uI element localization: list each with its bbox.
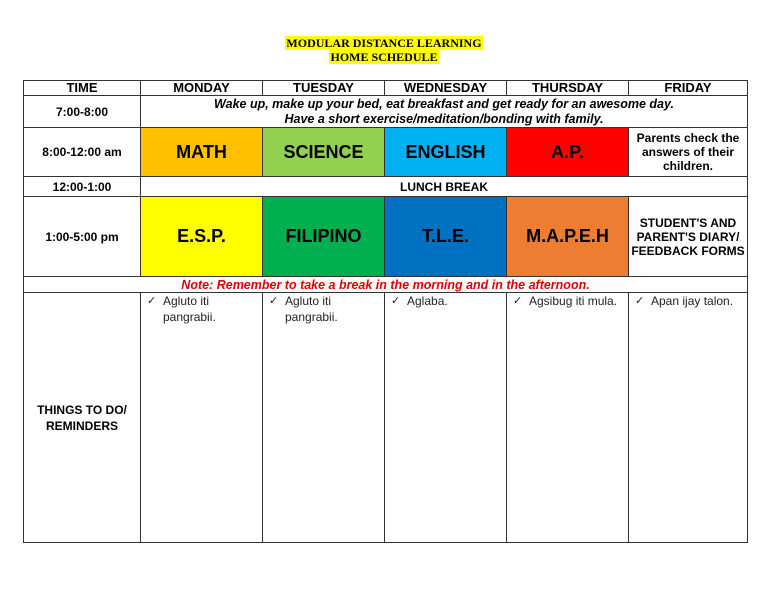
time-cell: 12:00-1:00 xyxy=(24,177,141,197)
things-to-do-label: THINGS TO DO/ REMINDERS xyxy=(24,293,141,543)
note-row xyxy=(24,277,748,293)
header-time: TIME xyxy=(24,81,141,96)
wake-instructions xyxy=(141,96,748,128)
header-tuesday: TUESDAY xyxy=(263,81,385,96)
break-reminder-note: Note: Remember to take a break in the morning and in the afternoon. xyxy=(24,277,748,293)
todo-item: Aglaba. xyxy=(407,294,448,308)
subject-mapeh: M.A.P.E.H xyxy=(507,197,629,277)
header-thursday: THURSDAY xyxy=(507,81,629,96)
subject-tle: T.L.E. xyxy=(385,197,507,277)
header-monday: MONDAY xyxy=(141,81,263,96)
afternoon-row xyxy=(24,197,748,277)
header-row xyxy=(24,81,748,96)
wake-line-2: Have a short exercise/meditation/bonding with family. xyxy=(284,111,604,126)
title-line-2: HOME SCHEDULE xyxy=(330,50,438,64)
friday-diary-feedback: STUDENT'S AND PARENT'S DIARY/ FEEDBACK FORMS xyxy=(629,197,748,277)
todo-item: Agluto iti pangrabii. xyxy=(163,294,216,324)
time-cell: 1:00-5:00 pm xyxy=(24,197,141,277)
todo-friday xyxy=(629,293,748,543)
document-title xyxy=(0,36,768,64)
time-cell: 7:00-8:00 xyxy=(24,96,141,128)
todo-item: Agluto iti pangrabii. xyxy=(285,294,338,324)
subject-filipino: FILIPINO xyxy=(263,197,385,277)
time-cell: 8:00-12:00 am xyxy=(24,128,141,177)
header-wednesday: WEDNESDAY xyxy=(385,81,507,96)
title-line-1: MODULAR DISTANCE LEARNING xyxy=(286,36,482,50)
todo-item: Apan ijay talon. xyxy=(651,294,734,308)
friday-parents-check: Parents check the answers of their children. xyxy=(629,128,748,177)
checkmark-icon: ✓ xyxy=(147,295,157,307)
lunch-row xyxy=(24,177,748,197)
wake-row xyxy=(24,96,748,128)
header-friday: FRIDAY xyxy=(629,81,748,96)
todo-item: Agsibug iti mula. xyxy=(529,294,618,308)
lunch-break-label: LUNCH BREAK xyxy=(141,177,748,197)
subject-math: MATH xyxy=(141,128,263,177)
morning-row xyxy=(24,128,748,177)
todo-row xyxy=(24,293,748,543)
subject-english: ENGLISH xyxy=(385,128,507,177)
checkmark-icon: ✓ xyxy=(635,295,645,307)
checkmark-icon: ✓ xyxy=(513,295,523,307)
checkmark-icon: ✓ xyxy=(269,295,279,307)
wake-line-1: Wake up, make up your bed, eat breakfast and get ready for an awesome day. xyxy=(214,96,674,111)
todo-monday xyxy=(141,293,263,543)
checkmark-icon: ✓ xyxy=(391,295,401,307)
todo-tuesday xyxy=(263,293,385,543)
subject-science: SCIENCE xyxy=(263,128,385,177)
subject-esp: E.S.P. xyxy=(141,197,263,277)
todo-thursday xyxy=(507,293,629,543)
home-schedule-table xyxy=(23,80,748,543)
subject-ap: A.P. xyxy=(507,128,629,177)
todo-wednesday xyxy=(385,293,507,543)
